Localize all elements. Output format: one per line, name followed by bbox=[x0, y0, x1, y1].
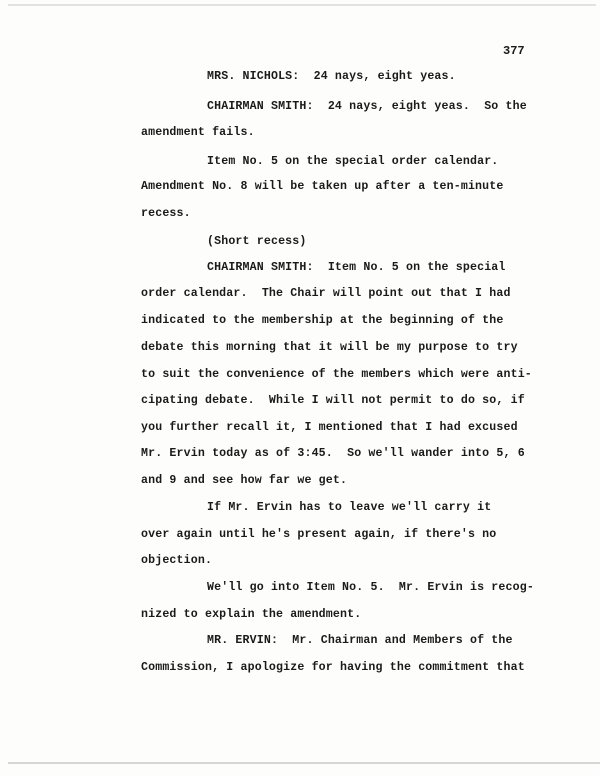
transcript-line: you further recall it, I mentioned that I had excused bbox=[141, 421, 518, 434]
page-bottom-edge bbox=[8, 762, 600, 764]
transcript-line: MR. ERVIN: Mr. Chairman and Members of the bbox=[207, 634, 513, 647]
transcript-line: CHAIRMAN SMITH: 24 nays, eight yeas. So the bbox=[207, 100, 527, 113]
transcript-line: cipating debate. While I will not permit to do so, if bbox=[141, 394, 525, 407]
transcript-line: nized to explain the amendment. bbox=[141, 608, 362, 621]
transcript-line: CHAIRMAN SMITH: Item No. 5 on the special bbox=[207, 261, 506, 274]
transcript-line: If Mr. Ervin has to leave we'll carry it bbox=[207, 501, 492, 514]
transcript-line: (Short recess) bbox=[207, 235, 307, 248]
transcript-line: indicated to the membership at the beginning of the bbox=[141, 314, 504, 327]
transcript-line: debate this morning that it will be my purpose to try bbox=[141, 341, 518, 354]
transcript-line: order calendar. The Chair will point out that I had bbox=[141, 287, 511, 300]
page-top-edge bbox=[8, 4, 596, 6]
transcript-line: Item No. 5 on the special order calendar. bbox=[207, 155, 499, 168]
transcript-line: over again until he's present again, if there's no bbox=[141, 528, 497, 541]
transcript-line: and 9 and see how far we get. bbox=[141, 474, 348, 487]
transcript-line: to suit the convenience of the members which were anti- bbox=[141, 368, 532, 381]
transcript-line: We'll go into Item No. 5. Mr. Ervin is recog- bbox=[207, 581, 534, 594]
transcript-line: MRS. NICHOLS: 24 nays, eight yeas. bbox=[207, 70, 456, 83]
transcript-line: Mr. Ervin today as of 3:45. So we'll wander into 5, 6 bbox=[141, 447, 525, 460]
transcript-line: Amendment No. 8 will be taken up after a ten-minute bbox=[141, 180, 504, 193]
transcript-line: amendment fails. bbox=[141, 126, 255, 139]
transcript-line: objection. bbox=[141, 554, 213, 567]
transcript-line: Commission, I apologize for having the commitment that bbox=[141, 661, 525, 674]
page-number: 377 bbox=[503, 44, 525, 58]
transcript-line: recess. bbox=[141, 207, 191, 220]
